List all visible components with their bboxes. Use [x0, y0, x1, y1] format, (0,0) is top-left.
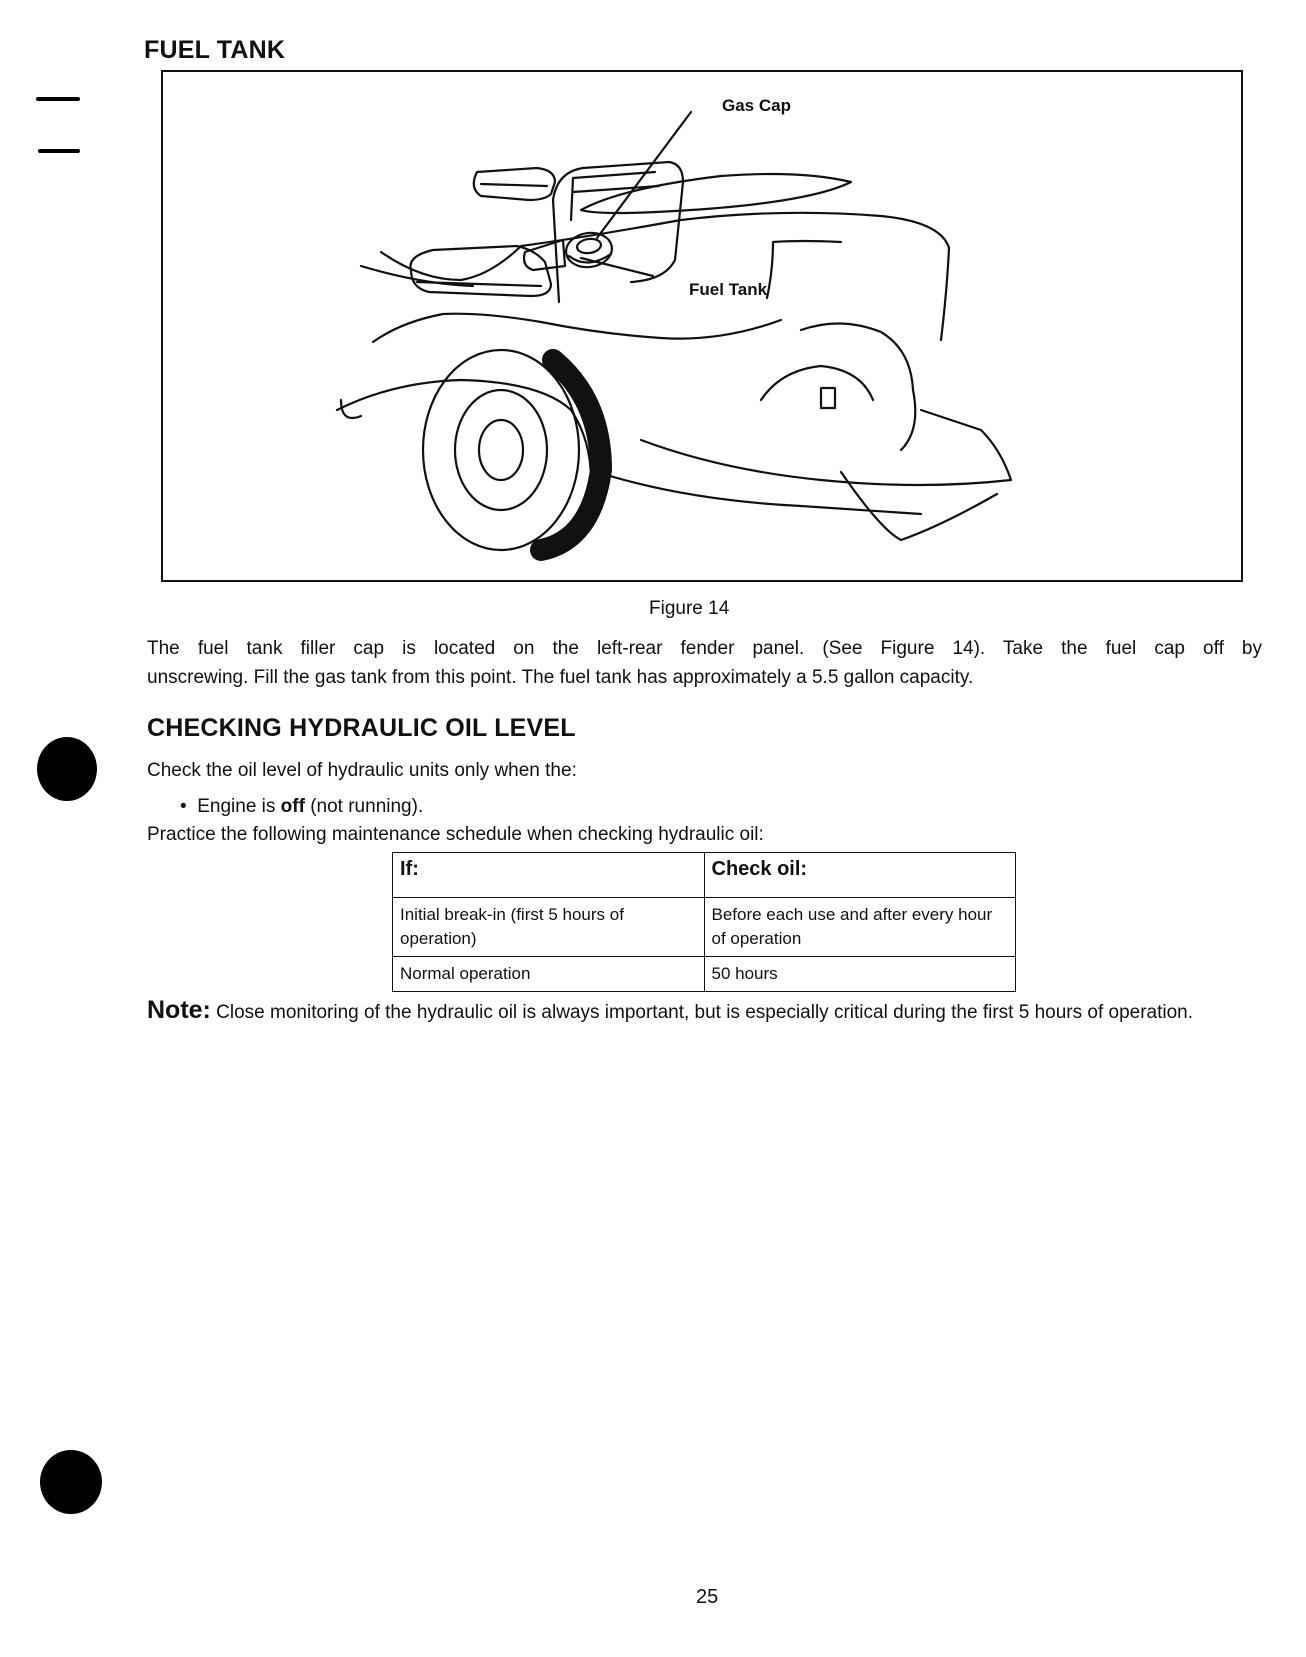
fuel-tank-illustration	[161, 70, 1243, 582]
figure-caption: Figure 14	[649, 598, 730, 619]
binding-mark-top	[36, 97, 80, 101]
paragraph-line-2: unscrewing. Fill the gas tank from this point. The fuel tank has approximately a 5.5 gallon capacity.	[147, 667, 974, 688]
binding-mark-bottom	[38, 149, 80, 153]
bullet-item	[180, 792, 423, 821]
table-row	[393, 957, 1016, 992]
binding-hole-bottom	[40, 1450, 102, 1514]
table-cell: 50 hours	[704, 957, 1016, 992]
seat-cushion	[410, 246, 551, 296]
bullet-icon: •	[180, 796, 198, 817]
label-gas-cap: Gas Cap	[722, 96, 791, 115]
table-cell: Normal operation	[393, 957, 705, 992]
binding-hole-top	[37, 737, 97, 801]
note-text: Close monitoring of the hydraulic oil is always important, but is especially critical during the first 5 hours of operation.	[210, 1002, 1194, 1023]
rear-body-top	[581, 174, 851, 213]
table-header-if: If:	[393, 853, 705, 898]
heading-checking-hydraulic-oil: CHECKING HYDRAULIC OIL LEVEL	[147, 714, 576, 742]
heading-fuel-tank: FUEL TANK	[144, 36, 286, 64]
engine-area	[801, 323, 915, 450]
bullet-bold: off	[280, 796, 305, 817]
hydraulic-oil-schedule-table	[392, 852, 1016, 992]
table-row	[393, 898, 1016, 957]
bullet-suffix: (not running).	[304, 796, 424, 817]
paragraph-line-1: The fuel tank filler cap is located on the left-rear fender panel. (See Figure 14). Take the fuel cap off by	[147, 638, 1262, 659]
body-side	[381, 213, 949, 340]
rear-wheel	[423, 350, 579, 550]
label-fuel-tank: Fuel Tank	[689, 280, 768, 299]
table-cell: Before each use and after every hour of operation	[704, 898, 1016, 957]
table-cell: Initial break-in (first 5 hours of operation)	[393, 898, 705, 957]
table-header-check-oil: Check oil:	[704, 853, 1016, 898]
fuel-tank-paragraph	[147, 634, 1262, 692]
check-intro-text: Check the oil level of hydraulic units only when the:	[147, 760, 577, 781]
note-paragraph	[147, 996, 1257, 1027]
practice-text: Practice the following maintenance schedule when checking hydraulic oil:	[147, 824, 764, 845]
table-header-row	[393, 853, 1016, 898]
deck-frame	[641, 410, 1011, 485]
page-number: 25	[696, 1586, 719, 1608]
bullet-prefix: Engine is	[197, 796, 281, 817]
note-label: Note:	[147, 996, 211, 1024]
